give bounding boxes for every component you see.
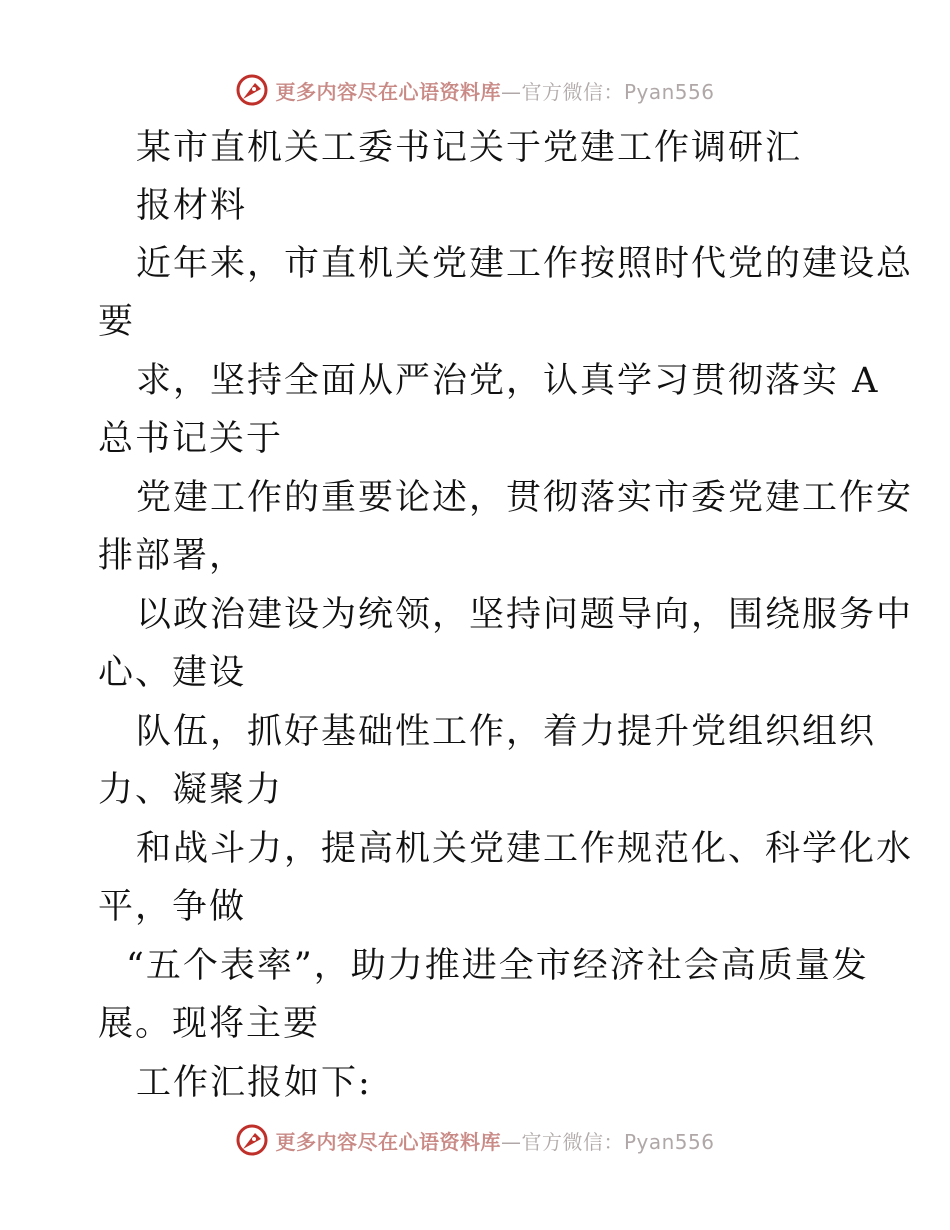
doc-line: 求，坚持全面从严治党，认真学习贯彻落实 A — [136, 361, 880, 401]
doc-line: 平，争做 — [98, 887, 247, 927]
doc-line: 排部署， — [98, 536, 247, 576]
watermark-brand: 更多内容尽在心语资料库 — [275, 1129, 501, 1154]
doc-line: 和战斗力，提高机关党建工作规范化、科学化水 — [136, 829, 914, 869]
doc-title-line-2: 报材料 — [136, 186, 248, 226]
pen-nib-circle-icon — [235, 1123, 269, 1157]
doc-line: 以政治建设为统领，坚持问题导向，围绕服务中 — [136, 595, 914, 635]
doc-line: 心、建设 — [98, 653, 247, 693]
doc-line: 队伍，抓好基础性工作，着力提升党组织组织 — [136, 712, 877, 752]
doc-line: 总书记关于 — [98, 419, 284, 459]
doc-title-line-1: 某市直机关工委书记关于党建工作调研汇 — [136, 128, 803, 168]
doc-line: 近年来，市直机关党建工作按照时代党的建设总 — [136, 244, 914, 284]
doc-line: 工作汇报如下: — [136, 1063, 372, 1103]
doc-line: 要 — [98, 302, 136, 342]
watermark-contact: —官方微信：Pyan556 — [500, 1129, 715, 1154]
doc-line: 党建工作的重要论述，贯彻落实市委党建工作安 — [136, 478, 914, 518]
watermark-brand: 更多内容尽在心语资料库 — [275, 79, 501, 104]
doc-line: 力、凝聚力 — [98, 770, 284, 810]
watermark-contact: —官方微信：Pyan556 — [500, 79, 715, 104]
watermark-text — [275, 1126, 714, 1155]
doc-line: 展。现将主要 — [98, 1004, 321, 1044]
footer-watermark — [0, 1120, 950, 1160]
doc-line: “五个表率”，助力推进全市经济社会高质量发 — [126, 946, 869, 986]
